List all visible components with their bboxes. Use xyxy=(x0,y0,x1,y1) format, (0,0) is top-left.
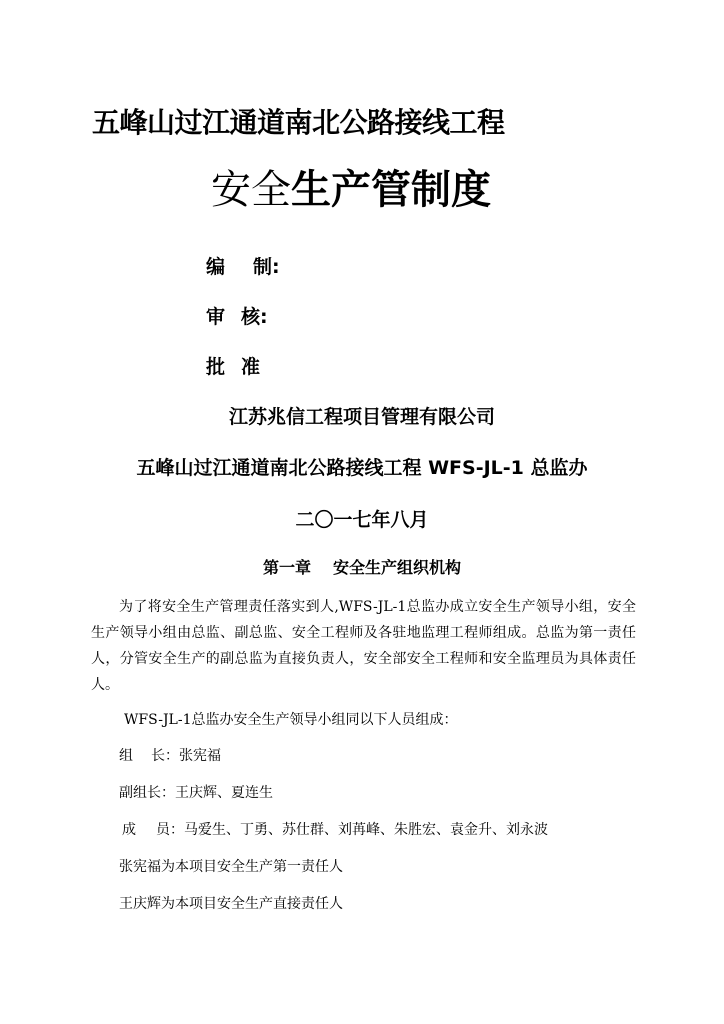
deputy-names: 王庆辉、夏连生 xyxy=(175,785,273,801)
review-label-char1: 审 xyxy=(206,306,226,328)
document-title-heavy: 生产管制度 xyxy=(291,167,491,213)
office-name: 五峰山过江通道南北公路接线工程 WFS-JL-1 总监办 xyxy=(136,457,588,479)
intro-paragraph: 为了将安全生产管理责任落实到人,WFS-JL-1总监办成立安全生产领导小组，安全生产领导小组由总监、副总监、安全工程师及各驻地监理工程师组成。总监为第一责任人，分管安全生产的副总监为直接负责人，安全部安全工程师和安全监理员为具体责任人。 xyxy=(91,599,636,693)
approve-row xyxy=(206,352,260,379)
chapter-name: 安全生产组织机构 xyxy=(333,558,462,577)
member-label-char2: 员： xyxy=(156,822,184,838)
document-title-light: 安全 xyxy=(211,167,291,213)
compile-label-char2: 制: xyxy=(253,256,280,278)
leader-label-char2: 长： xyxy=(151,748,179,764)
review-row xyxy=(206,302,268,329)
company-name: 江苏兆信工程项目管理有限公司 xyxy=(228,406,495,428)
issue-date: 二〇一七年八月 xyxy=(295,509,429,531)
chapter-heading xyxy=(0,555,724,578)
members-line xyxy=(122,819,548,839)
leader-name: 张宪福 xyxy=(179,748,221,764)
review-label-char2: 核: xyxy=(241,306,268,328)
member-names: 马爱生、丁勇、苏仕群、刘苒峰、朱胜宏、袁金升、刘永波 xyxy=(184,822,548,838)
direct-responsible-line: 王庆辉为本项目安全生产直接责任人 xyxy=(119,896,343,912)
chapter-number: 第一章 xyxy=(262,558,311,577)
deputy-line xyxy=(119,782,273,802)
approve-label-char2: 准 xyxy=(241,356,261,378)
member-label-char1: 成 xyxy=(122,822,136,838)
leader-line xyxy=(119,745,221,765)
deputy-label: 副组长： xyxy=(119,785,175,801)
first-responsible-line: 张宪福为本项目安全生产第一责任人 xyxy=(119,859,343,875)
compile-label-char1: 编 xyxy=(206,256,226,278)
project-title: 五峰山过江通道南北公路接线工程 xyxy=(92,106,505,139)
leader-label-char1: 组 xyxy=(119,748,133,764)
approve-label-char1: 批 xyxy=(206,356,226,378)
document-title xyxy=(211,158,491,215)
compile-row xyxy=(206,252,280,279)
group-intro-line: WFS-JL-1总监办安全生产领导小组同以下人员组成： xyxy=(124,712,458,728)
